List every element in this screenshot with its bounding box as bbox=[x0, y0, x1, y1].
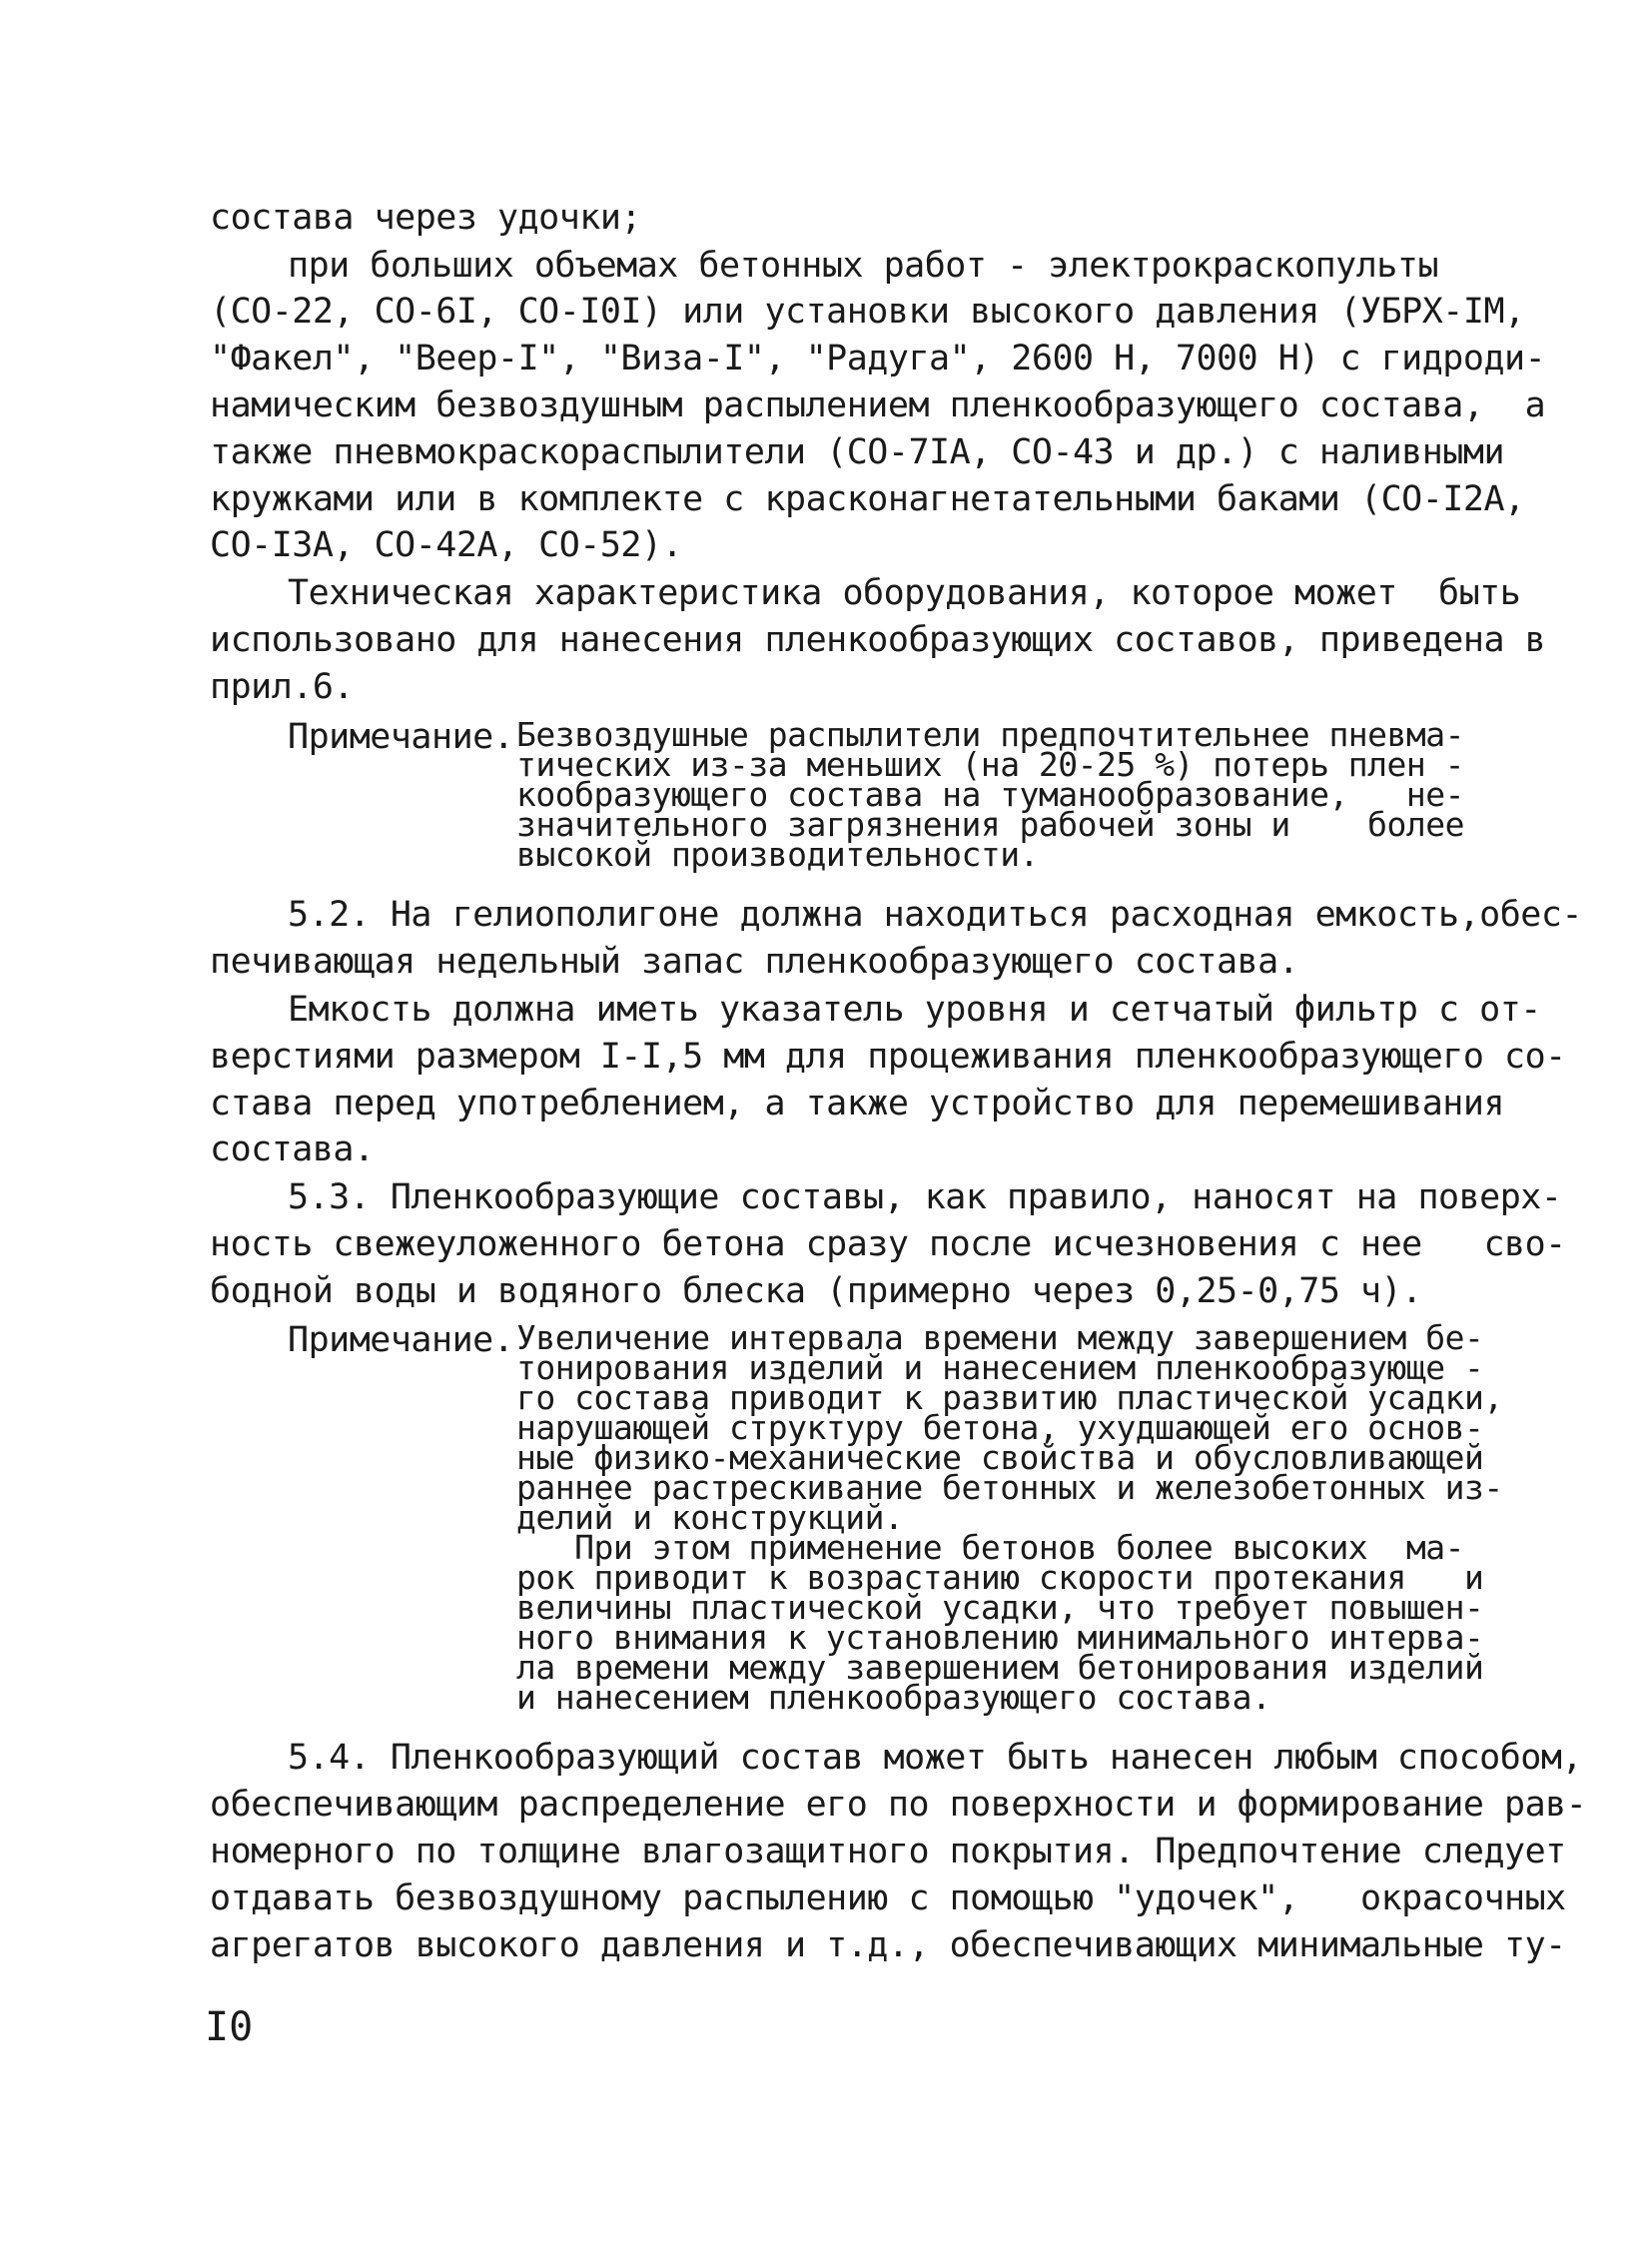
note-text: Увеличение интервала времени между завершением бе- bbox=[516, 1318, 1484, 1357]
note-text: рок приводит к возрастанию скорости протекания и bbox=[516, 1558, 1484, 1597]
section-paragraph-5-3: 5.3. Пленкообразующие составы, как правило, наносят на поверх- bbox=[288, 1177, 1562, 1217]
note-text: величины пластической усадки, что требует повышен- bbox=[516, 1588, 1484, 1627]
text-line: верстиями размером I-I,5 мм для процеживания пленкообразующего со- bbox=[210, 1037, 1566, 1077]
text-line: става перед употреблением, а также устройство для перемешивания bbox=[210, 1084, 1505, 1123]
text-line: (СО-22, СО-6I, СО-I0I) или установки высокого давления (УБРХ-IМ, bbox=[210, 292, 1525, 332]
text-line: состава через удочки; bbox=[210, 198, 642, 238]
note-text: ного внимания к установлению минимального интерва- bbox=[516, 1618, 1484, 1657]
text-line: СО-I3А, СО-42А, СО-52). bbox=[210, 525, 683, 565]
note-text: значительного загрязнения рабочей зоны и более bbox=[516, 805, 1465, 844]
text-line: кружками или в комплекте с красконагнетательными баками (СО-I2А, bbox=[210, 479, 1525, 519]
text-line: агрегатов высокого давления и т.д., обеспечивающих минимальные ту- bbox=[210, 1925, 1566, 1965]
text-line: "Факел", "Веер-I", "Виза-I", "Радуга", 2600 Н, 7000 Н) с гидроди- bbox=[210, 339, 1546, 378]
note-text: ла времени между завершением бетонирования изделий bbox=[516, 1648, 1484, 1687]
note-text: Безвоздушные распылители предпочтительнее пневма- bbox=[516, 715, 1465, 754]
text-line: намическим безвоздушным распылением пленкообразующего состава, а bbox=[210, 385, 1546, 425]
text-line: ность свежеуложенного бетона сразу после исчезновения с нее сво- bbox=[210, 1224, 1566, 1264]
note-text: ные физико-механические свойства и обусловливающей bbox=[516, 1438, 1484, 1477]
text-line: Емкость должна иметь указатель уровня и сетчатый фильтр с от- bbox=[288, 990, 1541, 1030]
note-text: и нанесением пленкообразующего состава. bbox=[516, 1678, 1271, 1717]
text-line: обеспечивающим распределение его по поверхности и формирование рав- bbox=[210, 1785, 1587, 1825]
text-line: Техническая характеристика оборудования, которое может быть bbox=[288, 573, 1521, 613]
note-text: раннее растрескивание бетонных и железобетонных из- bbox=[516, 1468, 1503, 1507]
text-line: прил.6. bbox=[210, 667, 355, 707]
text-line: бодной воды и водяного блеска (примерно через 0,25-0,75 ч). bbox=[210, 1271, 1422, 1311]
note-text: тических из-за меньших (на 20-25 %) потерь плен - bbox=[516, 745, 1465, 784]
text-line: также пневмокраскораспылители (СО-7IА, СО-43 и др.) с наливными bbox=[210, 432, 1505, 472]
note-text: делий и конструкций. bbox=[516, 1498, 904, 1537]
note-label: Примечание. bbox=[288, 1320, 514, 1360]
note-label: Примечание. bbox=[288, 717, 514, 757]
text-line: печивающая недельный запас пленкообразующего состава. bbox=[210, 942, 1299, 982]
note-text: го состава приводит к развитию пластической усадки, bbox=[516, 1378, 1503, 1417]
note-text: нарушающей структуру бетона, ухудшающей его основ- bbox=[516, 1408, 1484, 1447]
note-text: кообразующего состава на туманообразование, не- bbox=[516, 775, 1465, 814]
note-text: тонирования изделий и нанесением пленкообразующе - bbox=[516, 1348, 1484, 1387]
section-paragraph-5-2: 5.2. На гелиополигоне должна находиться расходная емкость,обес- bbox=[288, 895, 1583, 935]
section-paragraph-5-4: 5.4. Пленкообразующий состав может быть нанесен любым способом, bbox=[288, 1738, 1583, 1778]
text-line: состава. bbox=[210, 1129, 375, 1169]
text-line: отдавать безвоздушному распылению с помощью "удочек", окрасочных bbox=[210, 1878, 1566, 1918]
page-number: I0 bbox=[205, 2004, 254, 2050]
text-line: использовано для нанесения пленкообразующих составов, приведена в bbox=[210, 620, 1546, 660]
text-line: при больших объемах бетонных работ - электрокраскопульты bbox=[288, 246, 1439, 286]
note-text: высокой производительности. bbox=[516, 835, 1039, 874]
text-line: номерного по толщине влагозащитного покрытия. Предпочтение следует bbox=[210, 1832, 1566, 1871]
note-text: При этом применение бетонов более высоких ма- bbox=[516, 1528, 1465, 1567]
